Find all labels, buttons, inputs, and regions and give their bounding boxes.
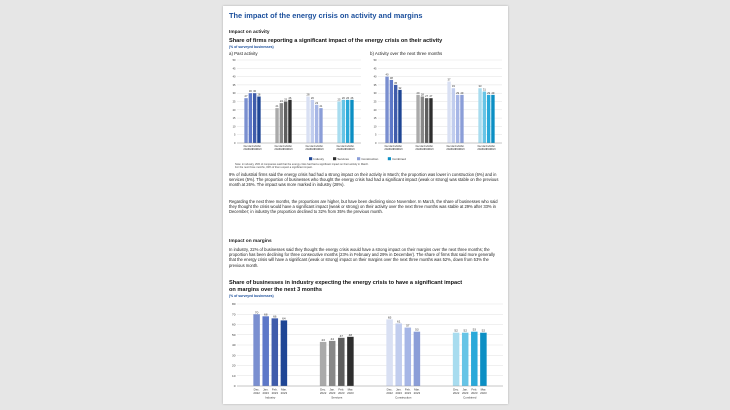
- x-tick-label: Dec.: [477, 144, 483, 148]
- group-label: Industry: [265, 395, 276, 400]
- bar-value-label: 52: [463, 328, 467, 333]
- x-tick-label: Dec.: [320, 387, 327, 392]
- x-tick-label: Jan.: [482, 144, 487, 148]
- x-tick-label: 2023: [282, 148, 289, 151]
- bar-value-label: 21: [275, 105, 279, 109]
- bar-value-label: 52: [481, 328, 486, 333]
- chart-panel-a: [229, 56, 363, 156]
- report-page: [223, 6, 508, 404]
- x-tick-label: 2023: [347, 391, 354, 395]
- y-tick-label: 40: [232, 75, 236, 79]
- bar-value-label: 47: [339, 333, 344, 338]
- bar-value-label: 66: [273, 314, 277, 319]
- x-tick-label: Feb.: [338, 387, 345, 392]
- x-tick-label: 2023: [271, 391, 279, 395]
- bar-construction: [311, 100, 314, 143]
- x-tick-label: 2023: [349, 148, 355, 151]
- chart1-title: Share of firms reporting a significant impact of the energy crisis on their activity: [229, 38, 443, 44]
- x-tick-label: 2023: [251, 148, 258, 151]
- bar-services: [284, 102, 287, 144]
- bar-services: [320, 342, 327, 386]
- x-tick-label: Dec.: [336, 144, 342, 148]
- bar-combined: [453, 333, 460, 386]
- y-tick-label: 30: [232, 92, 236, 96]
- paragraph-1: 9% of industrial firms said the energy crisis had had a strong impact on their activity in March; the proportion was lower in construction (6%) and in services (5%). The proportion of businesses who thought the energy crisis had had a significant impact (weak or strong) was stable on the previous month at 26%. The impact was more marked in industry (28%).: [229, 172, 499, 188]
- bar-industry: [257, 97, 260, 143]
- bar-value-label: 43: [321, 337, 325, 342]
- x-tick-label: Mar.: [281, 387, 287, 392]
- x-tick-label: 2022: [477, 148, 483, 151]
- x-tick-label: 2023: [247, 148, 254, 151]
- y-tick-label: 30: [373, 92, 377, 96]
- x-tick-label: 2023: [388, 148, 395, 151]
- chart2-title-line2: on margins over the next 3 months: [229, 287, 322, 293]
- bar-value-label: 30: [248, 90, 252, 94]
- bar-industry: [398, 90, 401, 143]
- y-tick-label: 50: [373, 59, 377, 62]
- bar-services: [347, 337, 354, 386]
- x-tick-label: 2023: [428, 148, 434, 151]
- x-tick-label: Dec.: [386, 387, 393, 392]
- x-tick-label: 2023: [313, 148, 320, 151]
- bar-industry: [262, 316, 269, 386]
- x-tick-label: 2023: [280, 391, 288, 395]
- y-tick-label: 35: [232, 83, 236, 87]
- x-tick-label: 2023: [481, 148, 488, 151]
- legend-swatch-industry: [309, 157, 312, 160]
- bar-value-label: 25: [284, 98, 288, 102]
- bar-value-label: 28: [420, 93, 424, 97]
- x-tick-label: Dec.: [253, 387, 260, 392]
- x-tick-label: Feb.: [314, 144, 320, 148]
- panel-a-title: a) Past activity: [229, 51, 258, 56]
- bar-value-label: 44: [330, 336, 334, 341]
- x-tick-label: 2023: [413, 391, 421, 395]
- bar-services: [421, 97, 424, 143]
- bar-value-label: 29: [416, 91, 420, 95]
- bar-construction: [386, 319, 393, 386]
- bar-combined: [487, 95, 490, 143]
- bar-value-label: 26: [350, 96, 354, 100]
- y-tick-label: 35: [373, 83, 377, 87]
- bar-value-label: 26: [346, 96, 350, 100]
- bar-services: [425, 98, 428, 143]
- x-tick-label: 2022: [384, 148, 390, 151]
- y-tick-label: 5: [234, 133, 236, 137]
- y-tick-label: 40: [232, 343, 236, 347]
- x-tick-label: 2023: [404, 391, 412, 395]
- bar-value-label: 27: [425, 95, 429, 99]
- x-tick-label: Mar.: [256, 144, 262, 148]
- legend-label: Industry: [313, 157, 325, 161]
- bar-construction: [452, 88, 455, 143]
- x-tick-label: Jan.: [395, 387, 402, 392]
- bar-construction: [447, 82, 450, 143]
- bar-value-label: 48: [348, 332, 353, 337]
- bar-combined: [346, 100, 349, 143]
- y-tick-label: 25: [373, 100, 377, 104]
- y-tick-label: 50: [232, 332, 236, 337]
- bar-industry: [272, 318, 279, 386]
- legend-swatch-construction: [357, 157, 360, 160]
- bar-construction: [460, 95, 463, 143]
- x-tick-label: 2023: [318, 148, 324, 151]
- x-tick-label: 2023: [344, 148, 351, 151]
- x-tick-label: Dec.: [243, 144, 249, 148]
- x-tick-label: Feb.: [345, 144, 351, 148]
- x-tick-label: 2023: [419, 148, 426, 151]
- x-tick-label: Jan.: [329, 387, 335, 392]
- bar-combined: [350, 100, 353, 143]
- legend-swatch-combined: [388, 157, 391, 160]
- x-tick-label: Jan.: [279, 144, 284, 148]
- bar-combined: [483, 92, 486, 143]
- bar-value-label: 37: [447, 78, 451, 82]
- x-tick-label: 2022: [274, 148, 280, 151]
- bar-construction: [306, 97, 309, 143]
- bar-services: [329, 341, 336, 386]
- x-tick-label: Jan.: [420, 144, 425, 148]
- x-tick-label: Dec.: [453, 387, 460, 392]
- y-tick-label: 10: [232, 373, 236, 378]
- bar-value-label: 33: [478, 85, 482, 89]
- bar-industry: [390, 80, 393, 143]
- x-tick-label: 2023: [309, 148, 316, 151]
- bar-value-label: 33: [451, 85, 455, 89]
- bar-value-label: 57: [406, 323, 410, 328]
- bar-construction: [456, 95, 459, 143]
- x-tick-label: 2023: [338, 391, 345, 395]
- y-tick-label: 0: [375, 142, 377, 145]
- y-tick-label: 10: [232, 125, 236, 129]
- bar-industry: [244, 98, 247, 143]
- bar-services: [280, 103, 283, 143]
- bar-value-label: 29: [456, 91, 460, 95]
- x-tick-label: Jan.: [451, 144, 456, 148]
- group-label: Construction: [395, 395, 412, 400]
- bar-construction: [414, 332, 421, 386]
- bar-value-label: 27: [244, 95, 248, 99]
- x-tick-label: 2023: [278, 148, 285, 151]
- bar-value-label: 53: [472, 327, 477, 332]
- y-tick-label: 40: [373, 75, 377, 79]
- y-tick-label: 20: [232, 108, 236, 112]
- bar-value-label: 24: [279, 100, 283, 104]
- bar-value-label: 26: [288, 96, 292, 100]
- x-tick-label: 2023: [459, 148, 465, 151]
- x-tick-label: Mar.: [318, 144, 324, 148]
- chart2-title-line1: Share of businesses in industry expecting the energy crisis to have a significant impact: [229, 280, 463, 286]
- paragraph-3: In industry, 22% of businesses said they thought the energy crisis would have a strong impact on their margins over the next three months; the proportion has been declining for three consecutive months (23% in February and 29% in December). The share of firms that said more generally that the energy crisis will have a significant (weak or strong) impact on their margins over the next three months was 52%, down from 53% the previous month.: [229, 247, 495, 268]
- bar-combined: [342, 100, 345, 143]
- bar-industry: [394, 85, 397, 143]
- group-label: Services: [331, 395, 343, 400]
- bar-value-label: 52: [454, 328, 458, 333]
- bar-value-label: 61: [396, 319, 401, 324]
- bar-construction: [395, 323, 402, 386]
- x-tick-label: 2022: [253, 391, 260, 395]
- bar-value-label: 26: [341, 96, 345, 100]
- x-tick-label: Mar.: [414, 387, 420, 392]
- bar-services: [275, 108, 278, 143]
- bar-value-label: 21: [319, 105, 323, 109]
- bar-services: [338, 338, 345, 386]
- x-tick-label: 2023: [397, 148, 403, 151]
- panel-b-title: b) Activity over the next three months: [370, 51, 443, 56]
- x-tick-label: 2022: [305, 148, 311, 151]
- bar-value-label: 29: [487, 91, 491, 95]
- x-tick-label: Jan.: [341, 144, 346, 148]
- bar-services: [416, 95, 419, 143]
- x-tick-label: 2023: [490, 148, 496, 151]
- y-tick-label: 60: [232, 322, 236, 327]
- y-tick-label: 20: [373, 108, 377, 112]
- x-tick-label: 2022: [415, 148, 421, 151]
- x-tick-label: 2023: [461, 391, 469, 395]
- x-tick-label: 2023: [480, 391, 487, 395]
- x-tick-label: Feb.: [486, 144, 492, 148]
- x-tick-label: 2022: [319, 391, 327, 395]
- bar-value-label: 35: [394, 81, 398, 85]
- bar-value-label: 30: [253, 90, 257, 94]
- x-tick-label: Dec.: [274, 144, 280, 148]
- y-tick-label: 0: [233, 384, 236, 388]
- x-tick-label: Mar.: [480, 387, 487, 392]
- x-tick-label: Feb.: [283, 144, 289, 148]
- x-tick-label: 2023: [485, 148, 492, 151]
- legend-label: Services: [337, 157, 349, 161]
- x-tick-label: Feb.: [393, 144, 399, 148]
- x-tick-label: Jan.: [462, 387, 468, 392]
- bar-value-label: 25: [337, 98, 341, 102]
- x-tick-label: Feb.: [424, 144, 430, 148]
- x-tick-label: 2022: [243, 148, 249, 151]
- x-tick-label: 2022: [446, 148, 452, 151]
- x-tick-label: Dec.: [305, 144, 311, 148]
- x-tick-label: Jan.: [310, 144, 315, 148]
- x-tick-label: Feb.: [271, 387, 278, 392]
- x-tick-label: 2023: [328, 391, 336, 395]
- x-tick-label: 2023: [454, 148, 461, 151]
- x-tick-label: 2023: [471, 391, 478, 395]
- bar-value-label: 27: [429, 95, 433, 99]
- x-tick-label: Mar.: [397, 144, 403, 148]
- x-tick-label: Mar.: [459, 144, 465, 148]
- y-tick-label: 15: [232, 117, 236, 121]
- x-tick-label: 2023: [450, 148, 457, 151]
- y-tick-label: 45: [373, 67, 377, 71]
- bar-value-label: 26: [310, 96, 314, 100]
- y-tick-label: 25: [232, 100, 236, 104]
- bar-industry: [249, 93, 252, 143]
- x-tick-label: Feb.: [404, 387, 411, 392]
- bar-value-label: 53: [415, 327, 419, 332]
- y-tick-label: 5: [375, 133, 377, 137]
- x-tick-label: 2023: [392, 148, 399, 151]
- bar-value-label: 40: [385, 73, 389, 77]
- bar-value-label: 23: [315, 101, 319, 105]
- group-label: Combined: [463, 395, 477, 400]
- x-tick-label: Dec.: [446, 144, 452, 148]
- chart1-subtitle: (% of surveyed businesses): [229, 45, 274, 49]
- y-tick-label: 0: [234, 142, 236, 145]
- chart1-legend: [303, 156, 463, 162]
- x-tick-label: Feb.: [455, 144, 461, 148]
- bar-combined: [478, 88, 481, 143]
- bar-value-label: 29: [460, 91, 464, 95]
- chart1-note-1: Note: in industry, 29% of companies said that the energy crisis had had a significant impact on their activity in March.: [235, 163, 369, 166]
- legend-label: Combined: [392, 157, 406, 161]
- bar-value-label: 31: [482, 88, 486, 92]
- y-tick-label: 70: [232, 312, 236, 317]
- x-tick-label: Feb.: [252, 144, 258, 148]
- bar-industry: [253, 93, 256, 143]
- bar-value-label: 65: [387, 315, 392, 320]
- bar-industry: [385, 77, 388, 143]
- y-tick-label: 50: [232, 59, 236, 62]
- x-tick-label: Jan.: [262, 387, 269, 392]
- y-tick-label: 45: [232, 67, 236, 71]
- y-tick-label: 10: [373, 125, 377, 129]
- chart-panel-b: [370, 56, 504, 156]
- x-tick-label: Mar.: [347, 387, 354, 392]
- bar-value-label: 32: [398, 86, 402, 90]
- x-tick-label: Mar.: [349, 144, 355, 148]
- y-tick-label: 30: [232, 353, 236, 358]
- x-tick-label: 2022: [452, 391, 460, 395]
- x-tick-label: Mar.: [428, 144, 434, 148]
- bar-value-label: 38: [389, 76, 393, 80]
- x-tick-label: Feb.: [471, 387, 478, 392]
- x-tick-label: 2023: [423, 148, 430, 151]
- bar-industry: [281, 320, 288, 386]
- bar-value-label: 68: [263, 312, 268, 317]
- x-tick-label: Jan.: [248, 144, 253, 148]
- x-tick-label: 2023: [262, 391, 269, 395]
- x-tick-label: 2023: [256, 148, 262, 151]
- bar-combined: [462, 333, 469, 386]
- bar-value-label: 28: [306, 93, 310, 97]
- bar-industry: [253, 314, 260, 386]
- bar-value-label: 28: [257, 93, 261, 97]
- page-title: The impact of the energy crisis on activity and margins: [229, 11, 423, 20]
- x-tick-label: 2022: [336, 148, 342, 151]
- x-tick-label: 2023: [340, 148, 347, 151]
- bar-services: [429, 98, 432, 143]
- bar-value-label: 29: [491, 91, 495, 95]
- x-tick-label: Dec.: [415, 144, 421, 148]
- bar-combined: [491, 95, 494, 143]
- legend-label: Construction: [361, 157, 379, 161]
- bar-construction: [319, 108, 322, 143]
- legend-swatch-services: [333, 157, 336, 160]
- bar-services: [288, 100, 291, 143]
- chart2-subtitle: (% of surveyed businesses): [229, 294, 274, 298]
- bar-combined: [471, 332, 478, 386]
- section-margins-heading: Impact on margins: [229, 239, 272, 244]
- x-tick-label: Mar.: [287, 144, 293, 148]
- bar-combined: [337, 102, 340, 144]
- x-tick-label: 2023: [395, 391, 402, 395]
- y-tick-label: 20: [232, 363, 236, 368]
- bar-construction: [405, 328, 412, 386]
- y-tick-label: 15: [373, 117, 377, 121]
- bar-value-label: 64: [282, 316, 286, 321]
- x-tick-label: Jan.: [389, 144, 394, 148]
- x-tick-label: Dec.: [384, 144, 390, 148]
- paragraph-2: Regarding the next three months, the proportions are higher, but have been declining since November. In March, the share of businesses who said they thought the crisis would have a significant impact (weak or strong) on their activity over the next three months was stable at 29% after 33% in December; in industry the proportion declined to 32% from 35% the previous month.: [229, 199, 498, 215]
- x-tick-label: 2023: [287, 148, 293, 151]
- bar-value-label: 70: [254, 310, 259, 315]
- bar-construction: [315, 105, 318, 143]
- chart-margins: [227, 300, 505, 402]
- x-tick-label: Mar.: [490, 144, 496, 148]
- section-activity-heading: Impact on activity: [229, 30, 270, 35]
- chart1-note-2: For the next three months, 32% of them expect a significant impact.: [235, 166, 313, 169]
- x-tick-label: 2022: [386, 391, 393, 395]
- y-tick-label: 80: [232, 302, 236, 306]
- bar-combined: [480, 333, 487, 386]
